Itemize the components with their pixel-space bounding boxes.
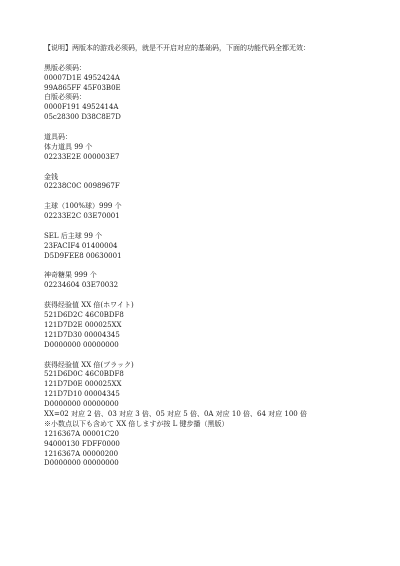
code-line: D0000000 00000000 [44,400,119,409]
code-line: 1216367A 00001C20 [44,429,119,438]
section-title-exp-black: 获得经验值 XX 倍(ブラック) [44,360,134,369]
code-line: 121D7D10 00004345 [44,390,120,399]
code-line: 1216367A 00000200 [44,449,119,458]
spacer [44,222,384,232]
code-line: 121D7D0E 000025XX [44,380,122,389]
button-note: ※小数点以下も含めて XX 倍しますが按 L 键步播（黑版） [44,419,229,428]
spacer [44,192,384,202]
code-line: D5D9FEE8 00630001 [44,251,122,260]
code-line: 121D7D2E 000025XX [44,320,122,329]
intro-note: 【说明】两版本的游戏必须码，就是不开启对应的基础码，下面的功能代码全都无效： [44,44,310,52]
code-line: 23FACIF4 01400004 [44,241,118,250]
spacer [44,291,384,301]
spacer [44,351,384,361]
section-title-white-version-required: 白版必须码： [44,93,86,102]
code-line: 02238C0C 0098967F [44,182,120,191]
code-line: 00007D1E 4952424A [44,73,120,82]
code-line: 02233E2E 000003E7 [44,152,120,161]
spacer [44,262,384,272]
document-body [44,44,384,469]
section-title-rare-candy: 神奇糖果 999 个 [44,271,97,280]
code-line: 521D6D0C 46C0BDF8 [44,370,124,379]
code-line: 02233E2C 03E70001 [44,212,120,221]
code-line: 521D6D2C 46C0BDF8 [44,311,124,320]
section-title-sel-master-ball: SEL 后主球 99 个 [44,231,103,240]
code-description: 体力道具 99 个 [44,142,93,151]
code-line: 0000F191 4952414A [44,103,119,112]
spacer [44,54,384,64]
code-line: 94000130 FDFF0000 [44,439,120,448]
section-title-master-ball: 主球（100%球）999 个 [44,202,122,211]
code-line: 121D7D30 00004345 [44,330,120,339]
section-title-black-version-required: 黑版必须码： [44,63,86,72]
code-line: 99A865FF 45F03B0E [44,83,121,92]
section-title-exp-white: 获得经验值 XX 倍(ホワイト) [44,301,134,310]
section-title-item-codes: 道具码： [44,133,72,142]
code-line: 05c28300 D38C8E7D [44,113,121,122]
code-line: D0000000 00000000 [44,459,119,468]
section-title-money: 金钱 [44,172,58,181]
spacer [44,123,384,133]
spacer [44,163,384,173]
code-line: D0000000 00000000 [44,340,119,349]
multiplier-note: XX=02 对应 2 倍、03 对应 3 倍、05 对应 5 倍、0A 对应 10 倍、64 对应 100 倍 [44,409,307,418]
code-line: 02234604 03E70032 [44,281,119,290]
